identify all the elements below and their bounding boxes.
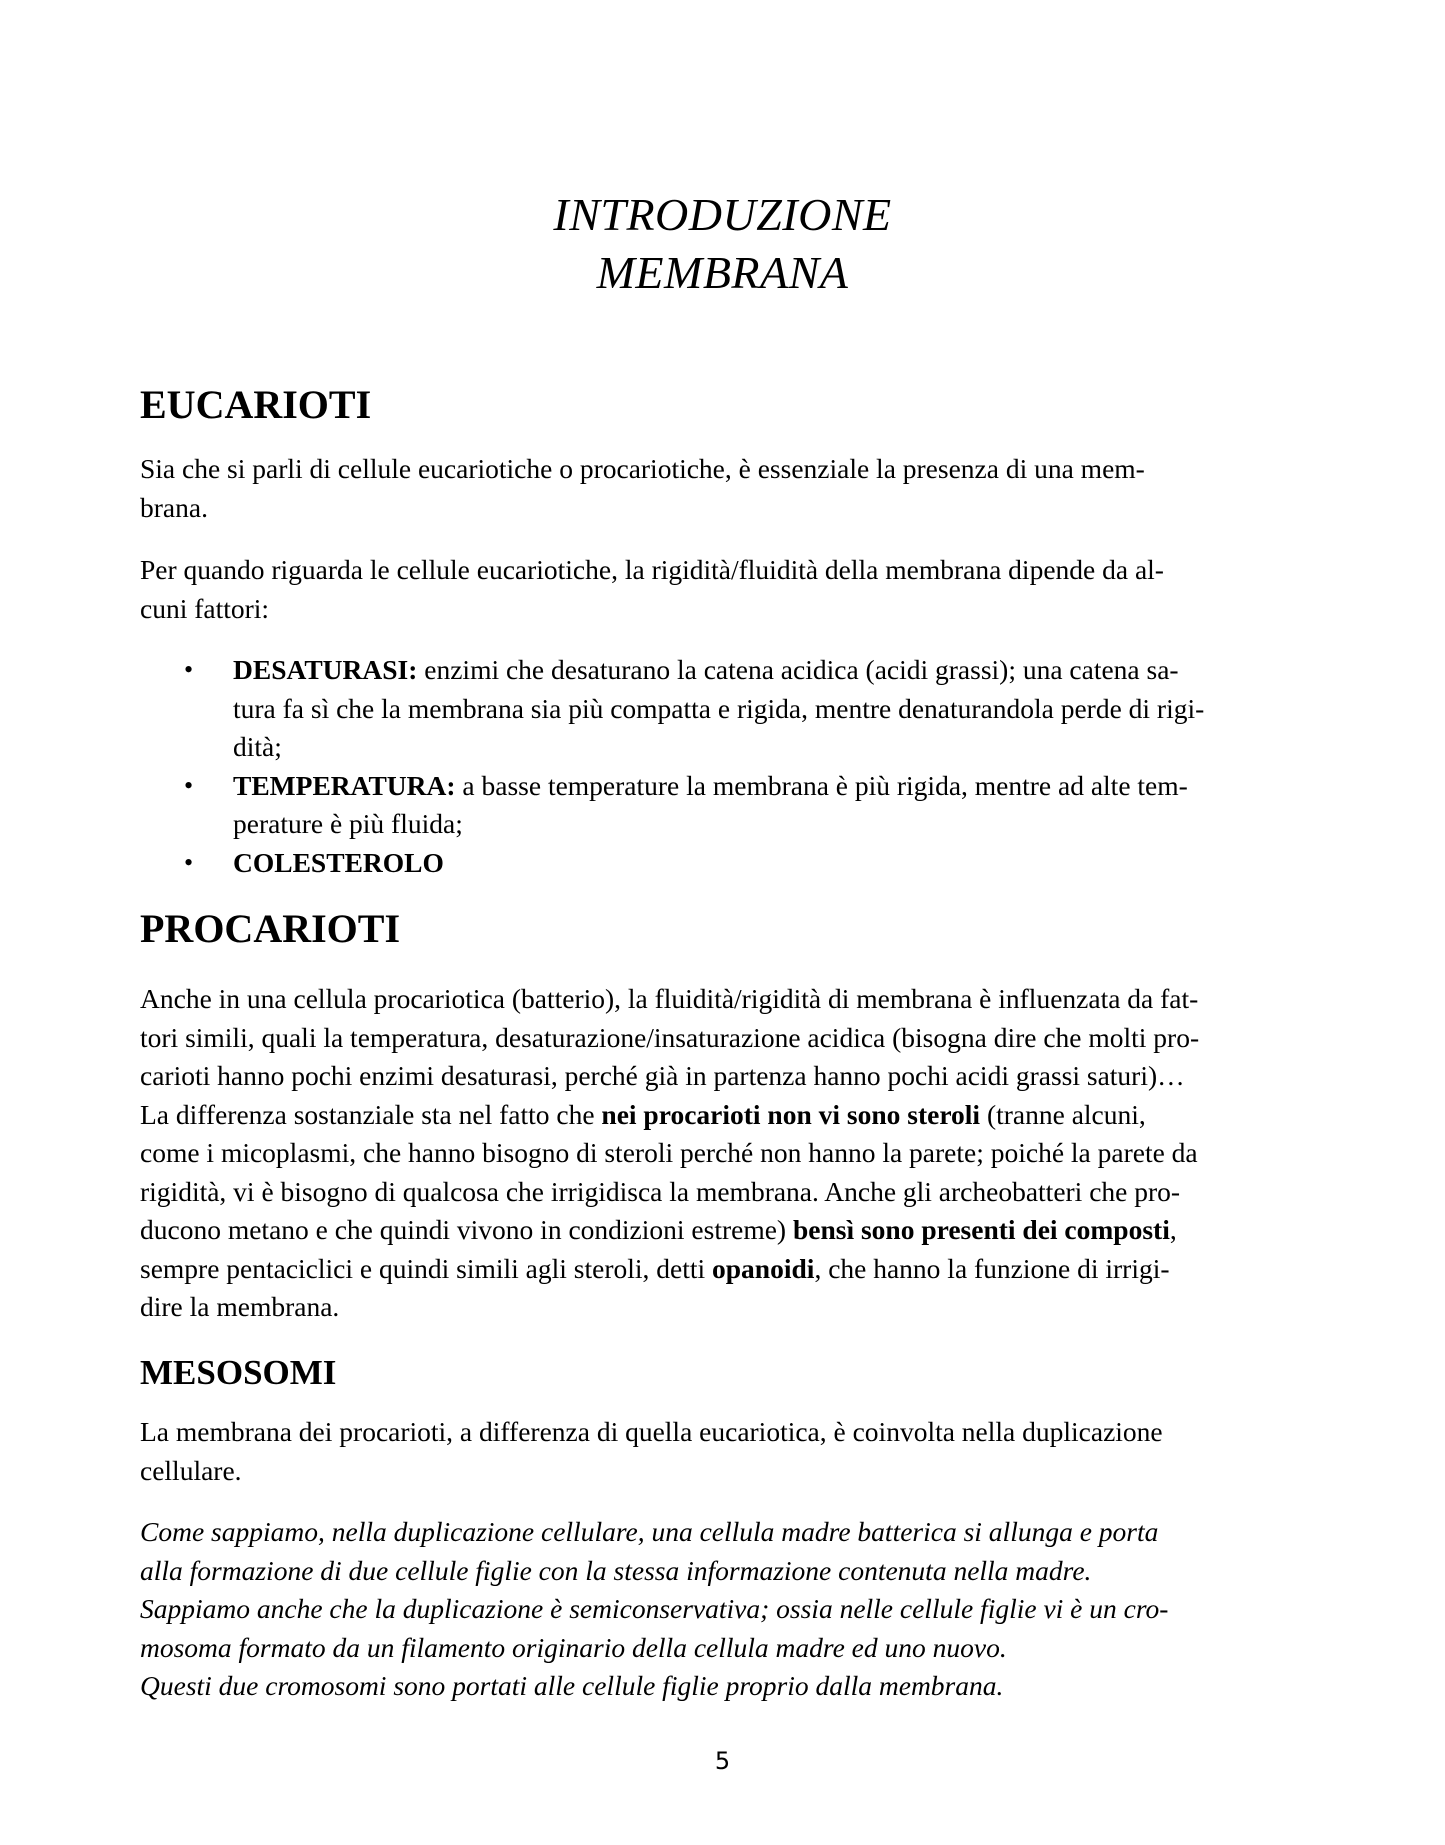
procarioti-paragraph bbox=[140, 980, 1360, 1327]
list-term: COLESTEROLO bbox=[233, 846, 444, 878]
heading-procarioti: PROCARIOTI bbox=[140, 906, 401, 951]
list-text: tura fa sì che la membrana sia più compatta e rigida, mentre denaturandola perde di rigi- bbox=[233, 692, 1205, 724]
list-item-desaturasi bbox=[140, 651, 1360, 767]
text-line: Per quando riguarda le cellule eucariotiche, la rigidità/fluidità della membrana dipende da al- bbox=[140, 554, 1164, 585]
text-line: mosoma formato da un filamento originario della cellula madre ed uno nuovo. bbox=[140, 1631, 1007, 1663]
text-run: (tranne alcuni, bbox=[980, 1098, 1146, 1130]
text-line: Anche in una cellula procariotica (batterio), la fluidità/rigidità di membrana è influenzata da fat- bbox=[140, 983, 1199, 1014]
factor-list bbox=[140, 651, 1360, 882]
list-term: TEMPERATURA: bbox=[233, 769, 456, 801]
text-line: cuni fattori: bbox=[140, 592, 270, 624]
text-line: tori simili, quali la temperatura, desaturazione/insaturazione acidica (bisogna dire che molti pro- bbox=[140, 1021, 1200, 1053]
text-line: La membrana dei procarioti, a differenza di quella eucariotica, è coinvolta nella duplicazione bbox=[140, 1416, 1163, 1447]
list-item-temperatura bbox=[140, 767, 1360, 844]
emphasis-text: bensì sono presenti dei composti bbox=[792, 1214, 1170, 1245]
bullet-icon: • bbox=[184, 655, 194, 684]
title-line-1: INTRODUZIONE bbox=[553, 189, 892, 240]
text-line: Questi due cromosomi sono portati alle cellule figlie proprio dalla membrana. bbox=[140, 1670, 1004, 1701]
text-line: alla formazione di due cellule figlie con la stessa informazione contenuta nella madre. bbox=[140, 1554, 1092, 1586]
text-line: Sia che si parli di cellule eucariotiche o procariotiche, è essenziale la presenza di una mem- bbox=[140, 453, 1145, 484]
bullet-icon: • bbox=[184, 847, 194, 877]
list-item-colesterolo bbox=[140, 844, 1360, 883]
text-line: carioti hanno pochi enzimi desaturasi, perché già in partenza hanno pochi acidi grassi saturi)… bbox=[140, 1060, 1185, 1091]
heading-mesosomi: MESOSOMI bbox=[140, 1353, 337, 1392]
text-run: ducono metano e che quindi vivono in condizioni estreme) bbox=[140, 1214, 793, 1245]
text-run: La differenza sostanziale sta nel fatto che bbox=[140, 1098, 602, 1130]
mesosomi-paragraph-2 bbox=[140, 1513, 1360, 1706]
text-run: sempre pentaciclici e quindi simili agli steroli, detti bbox=[140, 1252, 713, 1284]
text-run: , che hanno la funzione di irrigi- bbox=[814, 1252, 1170, 1284]
list-text: dità; bbox=[233, 731, 282, 762]
page-number: 5 bbox=[714, 1747, 731, 1775]
text-line: Sappiamo anche che la duplicazione è semiconservativa; ossia nelle cellule figlie vi è un cro- bbox=[140, 1593, 1169, 1624]
text-line: dire la membrana. bbox=[140, 1291, 340, 1322]
emphasis-text: nei procarioti non vi sono steroli bbox=[601, 1098, 981, 1130]
mesosomi-paragraph-1 bbox=[140, 1413, 1360, 1490]
text-line: rigidità, vi è bisogno di qualcosa che irrigidisca la membrana. Anche gli archeobatteri che pro- bbox=[140, 1175, 1181, 1207]
text-run: , bbox=[1169, 1214, 1177, 1245]
eucarioti-paragraph-2 bbox=[140, 551, 1360, 628]
list-text: a basse temperature la membrana è più rigida, mentre ad alte tem- bbox=[455, 769, 1188, 801]
bullet-icon: • bbox=[184, 770, 194, 800]
list-text: enzimi che desaturano la catena acidica (acidi grassi); una catena sa- bbox=[417, 654, 1179, 685]
list-term: DESATURASI: bbox=[233, 654, 418, 685]
heading-eucarioti: EUCARIOTI bbox=[140, 382, 372, 427]
text-line: brana. bbox=[140, 491, 208, 523]
emphasis-text: opanoidi bbox=[712, 1252, 815, 1284]
eucarioti-paragraph-1 bbox=[140, 450, 1360, 527]
text-line: Come sappiamo, nella duplicazione cellulare, una cellula madre batterica si allunga e porta bbox=[140, 1516, 1159, 1547]
text-line: come i micoplasmi, che hanno bisogno di steroli perché non hanno la parete; poiché la parete da bbox=[140, 1137, 1198, 1168]
list-text: perature è più fluida; bbox=[233, 808, 463, 839]
title-line-2: MEMBRANA bbox=[596, 247, 849, 298]
text-line: cellulare. bbox=[140, 1454, 242, 1486]
document-title bbox=[0, 186, 1445, 302]
